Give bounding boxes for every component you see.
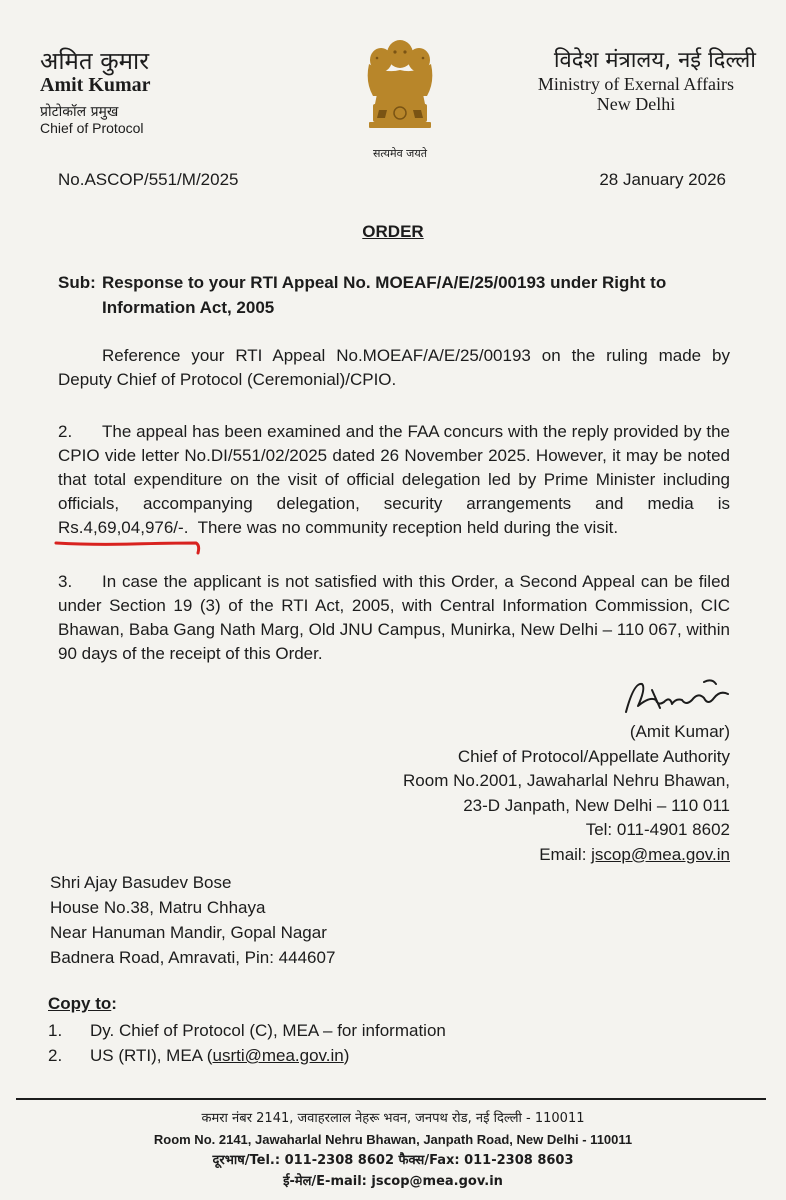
sender-name-hindi: अमित कुमार [40, 47, 150, 75]
footer-address [0, 1108, 786, 1192]
reference-number: No.ASCOP/551/M/2025 [58, 170, 239, 189]
paragraph-reference [58, 344, 730, 392]
order-date: 28 January 2026 [599, 170, 726, 189]
national-emblem-icon [355, 34, 445, 154]
red-underline-annotation [52, 537, 204, 557]
footer-divider [16, 1098, 766, 1100]
expenditure-amount: Rs.4,69,04,976/-. [58, 518, 189, 537]
signatory-email-line [330, 843, 730, 868]
sender-designation-hindi: प्रोटोकॉल प्रमुख [40, 104, 119, 120]
addressee-line: House No.38, Matru Chhaya [50, 898, 266, 917]
addressee-line: Near Hanuman Mandir, Gopal Nagar [50, 923, 327, 942]
paragraph-number: 3. [58, 572, 73, 591]
signatory-address: 23-D Janpath, New Delhi – 110 011 [463, 795, 730, 815]
subject-line [58, 270, 738, 320]
email-label: Email: [539, 844, 587, 864]
paragraph-number: 2. [58, 422, 73, 441]
paragraph-3 [58, 570, 730, 666]
sender-name: Amit Kumar [40, 74, 151, 96]
footer-line-phone: दूरभाष/Tel.: 011-2308 8602 फैक्स/Fax: 011-2308 8603 [212, 1153, 574, 1168]
list-item: 1. Dy. Chief of Protocol (C), MEA – for information [48, 1021, 446, 1040]
signatory-name: (Amit Kumar) [629, 722, 730, 741]
ministry-name: Ministry of Exernal Affairs [537, 74, 735, 94]
addressee-line: Shri Ajay Basudev Bose [50, 873, 232, 892]
signatory-tel: Tel: 011-4901 8602 [585, 820, 730, 839]
footer-line-address: Room No. 2141, Jawaharlal Nehru Bhawan, Janpath Road, New Delhi - 110011 [153, 1132, 633, 1147]
footer-line-email: ई-मेल/E-mail: jscop@mea.gov.in [283, 1174, 503, 1189]
paragraph-2 [58, 420, 730, 540]
order-title: ORDER [362, 222, 424, 241]
subject-label: Sub: [58, 273, 96, 292]
signatory-block [330, 720, 730, 867]
signatory-designation: Chief of Protocol/Appellate Authority [457, 746, 730, 766]
paragraph-2-tail: There was no community reception held during the visit. [197, 518, 619, 537]
paragraph-3-text: In case the applicant is not satisfied with this Order, a Second Appeal can be filed under Section 19 (3) of the RTI Act, 2005, with Central Information Commission, CIC Bhawan, Baba Gang Nath Marg, Old JNU Campus, Munirka, New Delhi – 110 067, within 90 days of the receipt of this Order. [58, 572, 730, 663]
handwritten-signature [612, 676, 742, 722]
sender-designation: Chief of Protocol [40, 120, 144, 136]
ministry-name-hindi: विदेश मंत्रालय, नई दिल्ली [553, 48, 756, 73]
addressee-block [50, 870, 335, 970]
copy-email[interactable]: usrti@mea.gov.in [212, 1046, 344, 1065]
paragraph-2-text: The appeal has been examined and the FAA concurs with the reply provided by the CPIO vide letter No.DI/551/02/2025 dated 26 November 2025. However, it may be noted that total expenditure on the visit of official delegation led by Prime Minister including officials, accompanying delegation, security arrangements and media is [58, 422, 730, 513]
signatory-email[interactable]: jscop@mea.gov.in [591, 844, 730, 864]
emblem-motto: सत्यमेव जयते [372, 147, 427, 160]
signatory-room: Room No.2001, Jawaharlal Nehru Bhawan, [403, 771, 730, 790]
ministry-city: New Delhi [596, 94, 676, 114]
paragraph-reference-text: Reference your RTI Appeal No.MOEAF/A/E/25/00193 on the ruling made by Deputy Chief of Protocol (Ceremonial)/CPIO. [58, 346, 730, 389]
copy-to-list [48, 1018, 446, 1068]
footer-line-hindi: कमरा नंबर 2141, जवाहरलाल नेहरू भवन, जनपथ रोड, नई दिल्ली - 110011 [201, 1111, 585, 1126]
copy-to-heading: Copy to: [48, 994, 117, 1013]
subject-text: Response to your RTI Appeal No. MOEAF/A/E/25/00193 under Right to Information Act, 2005 [102, 273, 667, 317]
list-item: 2. US (RTI), MEA (usrti@mea.gov.in) [48, 1046, 350, 1065]
addressee-line: Badnera Road, Amravati, Pin: 444607 [50, 948, 336, 967]
